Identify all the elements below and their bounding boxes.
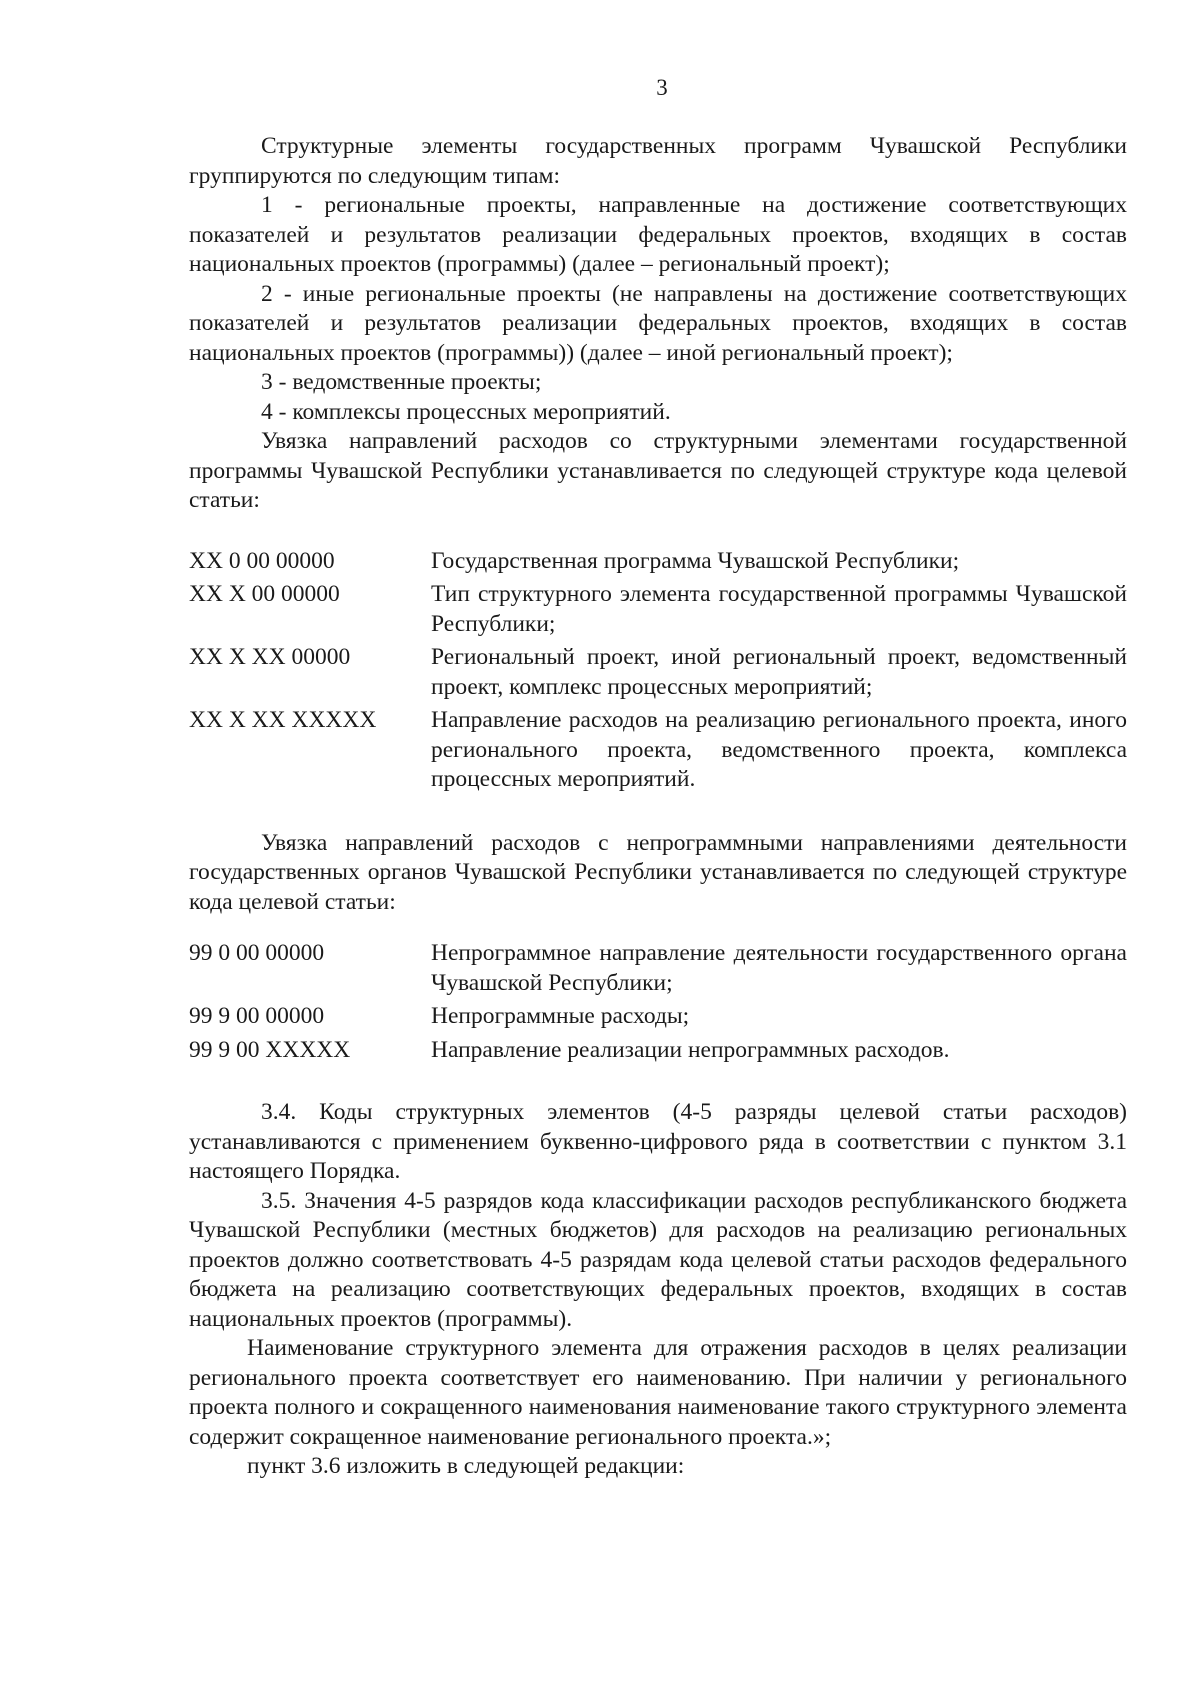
code-value: XX 0 00 00000 [189, 547, 335, 574]
code-value: 99 9 00 00000 [189, 1003, 325, 1029]
nonprogram-code-list [189, 939, 1127, 1065]
paragraph-3-4: 3.4. Коды структурных элементов (4-5 разряды целевой статьи расходов) устанавливаются с применением буквенно-цифрового ряда в соответствии с пунктом 3.1 настоящего Порядка. [189, 1099, 1127, 1184]
code-row [189, 939, 1127, 998]
code-row [189, 643, 1127, 702]
paragraph-type-1: 1 - региональные проекты, направленные на достижение соответствующих показателей и результатов реализации федеральных проектов, входящих в состав национальных проектов (программы) (далее – региональный проект); [189, 192, 1127, 277]
code-description: Тип структурного элемента государственной программы Чувашской Республики; [431, 581, 1127, 637]
paragraph-amendment: пункт 3.6 изложить в следующей редакции: [247, 1453, 685, 1479]
code-description: Государственная программа Чувашской Республики; [431, 547, 960, 574]
code-description: Направление реализации непрограммных расходов. [431, 1036, 950, 1063]
code-value: XX X XX XXXXX [189, 707, 377, 733]
paragraph-type-4: 4 - комплексы процессных мероприятий. [261, 398, 671, 425]
code-value: 99 0 00 00000 [189, 940, 325, 966]
program-code-list [189, 547, 1127, 795]
paragraph-program-link: Увязка направлений расходов со структурными элементами государственной программы Чувашской Республики устанавливается по следующей структуре кода целевой статьи: [189, 428, 1127, 513]
code-description: Региональный проект, иной региональный проект, ведомственный проект, комплекс процессных мероприятий; [431, 644, 1127, 700]
code-description: Непрограммное направление деятельности государственного органа Чувашской Республики; [431, 940, 1127, 996]
spacer [189, 1069, 1127, 1098]
paragraph-type-2: 2 - иные региональные проекты (не направлены на достижение соответствующих показателей и результатов реализации федеральных проектов, входящих в состав национальных проектов (программы)) (далее – иной региональный проект); [189, 280, 1127, 366]
paragraph-nonprogram-link: Увязка направлений расходов с непрограммными направлениями деятельности государственных органов Чувашской Республики устанавливается по следующей структуре кода целевой статьи: [189, 829, 1127, 915]
paragraph-type-3: 3 - ведомственные проекты; [261, 369, 542, 395]
paragraph-naming: Наименование структурного элемента для отражения расходов в целях реализации регионального проекта соответствует его наименованию. При наличии у регионального проекта полного и сокращенного наименования наименование такого структурного элемента содержит сокращенное наименование регионального проекта.»; [189, 1335, 1127, 1450]
code-value: XX X XX 00000 [189, 644, 351, 670]
code-row [189, 1002, 1127, 1032]
page-number: 3 [656, 75, 668, 100]
code-description: Направление расходов на реализацию регионального проекта, иного регионального проекта, ведомственного проекта, комплекса процессных мероприятий. [431, 707, 1127, 792]
code-value: 99 9 00 XXXXX [189, 1036, 351, 1063]
paragraph-3-5: 3.5. Значения 4-5 разрядов кода классификации расходов республиканского бюджета Чувашской Республики (местных бюджетов) для расходов на реализацию региональных проектов должно соответствовать 4-5 разрядам кода целевой статьи расходов федерального бюджета на реализацию соответствующих федеральных проектов, входящих в состав национальных проектов (программы). [189, 1187, 1127, 1332]
code-row [189, 547, 1127, 577]
code-row [189, 706, 1127, 795]
code-row [189, 580, 1127, 639]
code-row [189, 1036, 1127, 1066]
document-body [189, 132, 1127, 1482]
paragraph-structural-elements: Структурные элементы государственных программ Чувашской Республики группируются по следующим типам: [189, 133, 1127, 189]
code-description: Непрограммные расходы; [431, 1003, 690, 1029]
code-value: XX X 00 00000 [189, 581, 340, 607]
spacer [189, 799, 1127, 829]
